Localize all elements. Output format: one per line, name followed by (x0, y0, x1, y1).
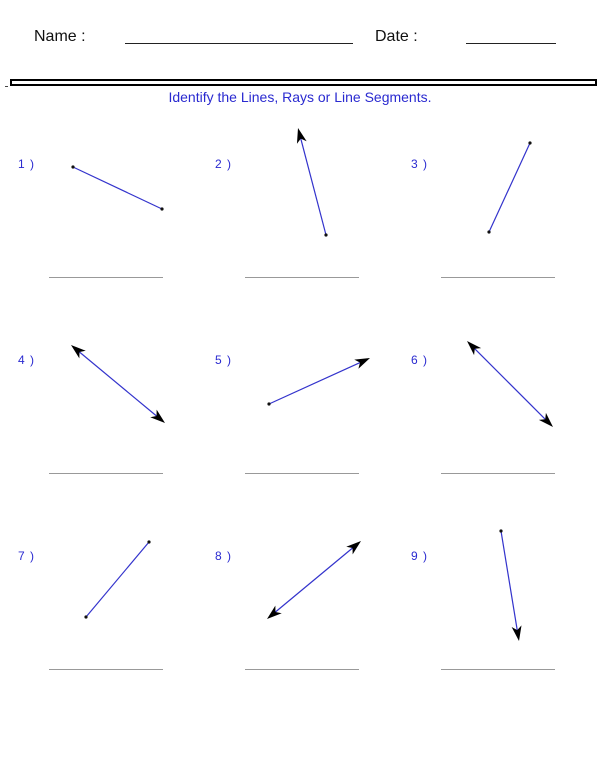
arrowhead-icon (150, 410, 165, 423)
figure-stroke (474, 348, 546, 420)
endpoint-dot (267, 402, 270, 405)
arrowhead-icon (346, 541, 361, 554)
endpoint-dot (71, 165, 74, 168)
figure-stroke (269, 362, 361, 404)
endpoint-dot (324, 233, 327, 236)
problem-number-3: 3 ) (411, 157, 429, 171)
endpoint-dot (499, 529, 502, 532)
figure-stroke (301, 138, 326, 235)
arrowhead-icon (267, 606, 282, 619)
problem-number-7: 7 ) (18, 549, 36, 563)
endpoint-dot (84, 615, 87, 618)
figure-stroke (79, 351, 158, 416)
endpoint-dot (487, 230, 490, 233)
figure-stroke (501, 531, 517, 631)
figure-stroke (489, 143, 530, 232)
figure-stroke (275, 547, 354, 612)
problem-number-6: 6 ) (411, 353, 429, 367)
problem-number-4: 4 ) (18, 353, 36, 367)
figure-stroke (73, 167, 162, 209)
problem-number-9: 9 ) (411, 549, 429, 563)
arrowhead-icon (354, 358, 370, 369)
problem-number-2: 2 ) (215, 157, 233, 171)
endpoint-dot (147, 540, 150, 543)
worksheet-title: Identify the Lines, Rays or Line Segments. (168, 89, 432, 105)
problem-number-8: 8 ) (215, 549, 233, 563)
arrowhead-icon (71, 345, 86, 358)
endpoint-dot (160, 207, 163, 210)
date-label: Date : (375, 28, 418, 45)
figure-stroke (86, 542, 149, 617)
problem-number-1: 1 ) (18, 157, 36, 171)
problem-number-5: 5 ) (215, 353, 233, 367)
name-label: Name : (34, 28, 86, 45)
endpoint-dot (528, 141, 531, 144)
